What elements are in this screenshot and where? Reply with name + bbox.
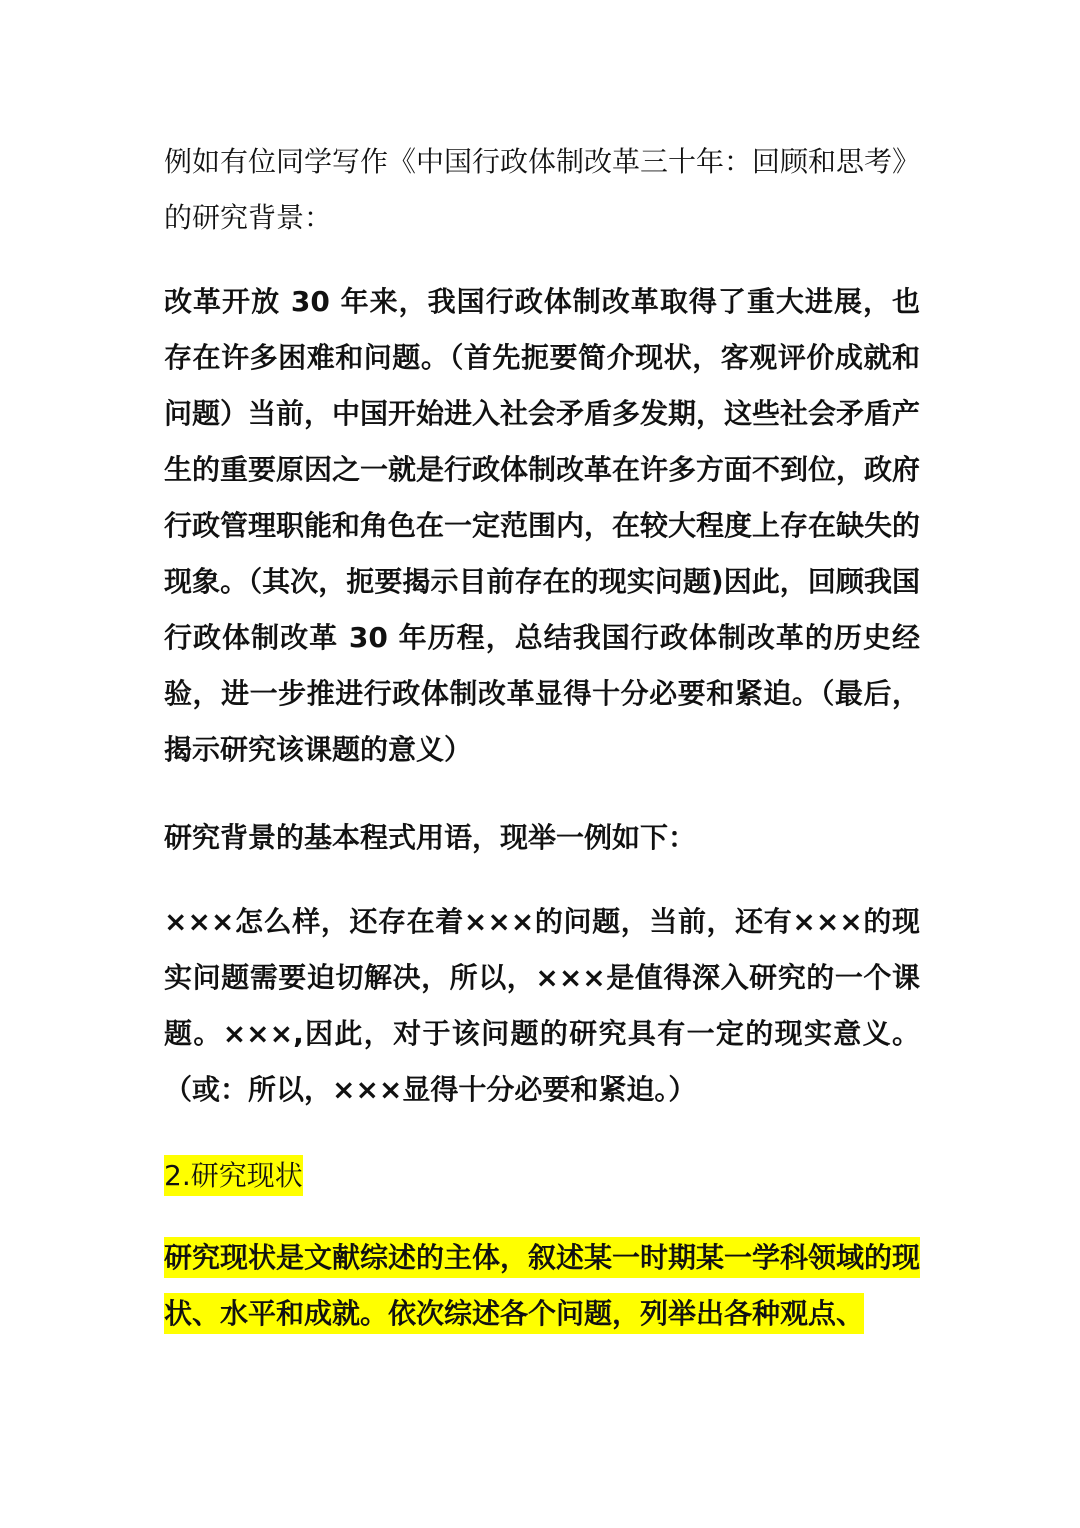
section-heading-research-status bbox=[164, 1148, 920, 1204]
research-status-text: 研究现状是文献综述的主体，叙述某一时期某一学科领域的现状、水平和成就。依次综述各个问题，列举出各种观点、 bbox=[164, 1237, 920, 1334]
research-status-paragraph bbox=[164, 1230, 920, 1342]
background-example-paragraph: 改革开放 30 年来，我国行政体制改革取得了重大进展，也存在许多困难和问题。（首先扼要简介现状，客观评价成就和问题）当前，中国开始进入社会矛盾多发期，这些社会矛盾产生的重要原因之一就是行政体制改革在许多方面不到位，政府行政管理职能和角色在一定范围内，在较大程度上存在缺失的现象。（其次，扼要揭示目前存在的现实问题)因此，回顾我国行政体制改革 30 年历程，总结我国行政体制改革的历史经验，进一步推进行政体制改革显得十分必要和紧迫。（最后，揭示研究该课题的意义） bbox=[164, 285, 921, 766]
section-heading-text: 2.研究现状 bbox=[164, 1155, 303, 1196]
formula-title-paragraph: 研究背景的基本程式用语，现举一例如下： bbox=[164, 821, 697, 854]
formula-body-paragraph: ×××怎么样，还存在着×××的问题，当前，还有×××的现实问题需要迫切解决，所以，×××是值得深入研究的一个课题。×××,因此，对于该问题的研究具有一定的现实意义。（或：所以，×××显得十分必要和紧迫。） bbox=[164, 905, 920, 1106]
intro-paragraph: 例如有位同学写作《中国行政体制改革三十年：回顾和思考》的研究背景： bbox=[164, 145, 921, 234]
